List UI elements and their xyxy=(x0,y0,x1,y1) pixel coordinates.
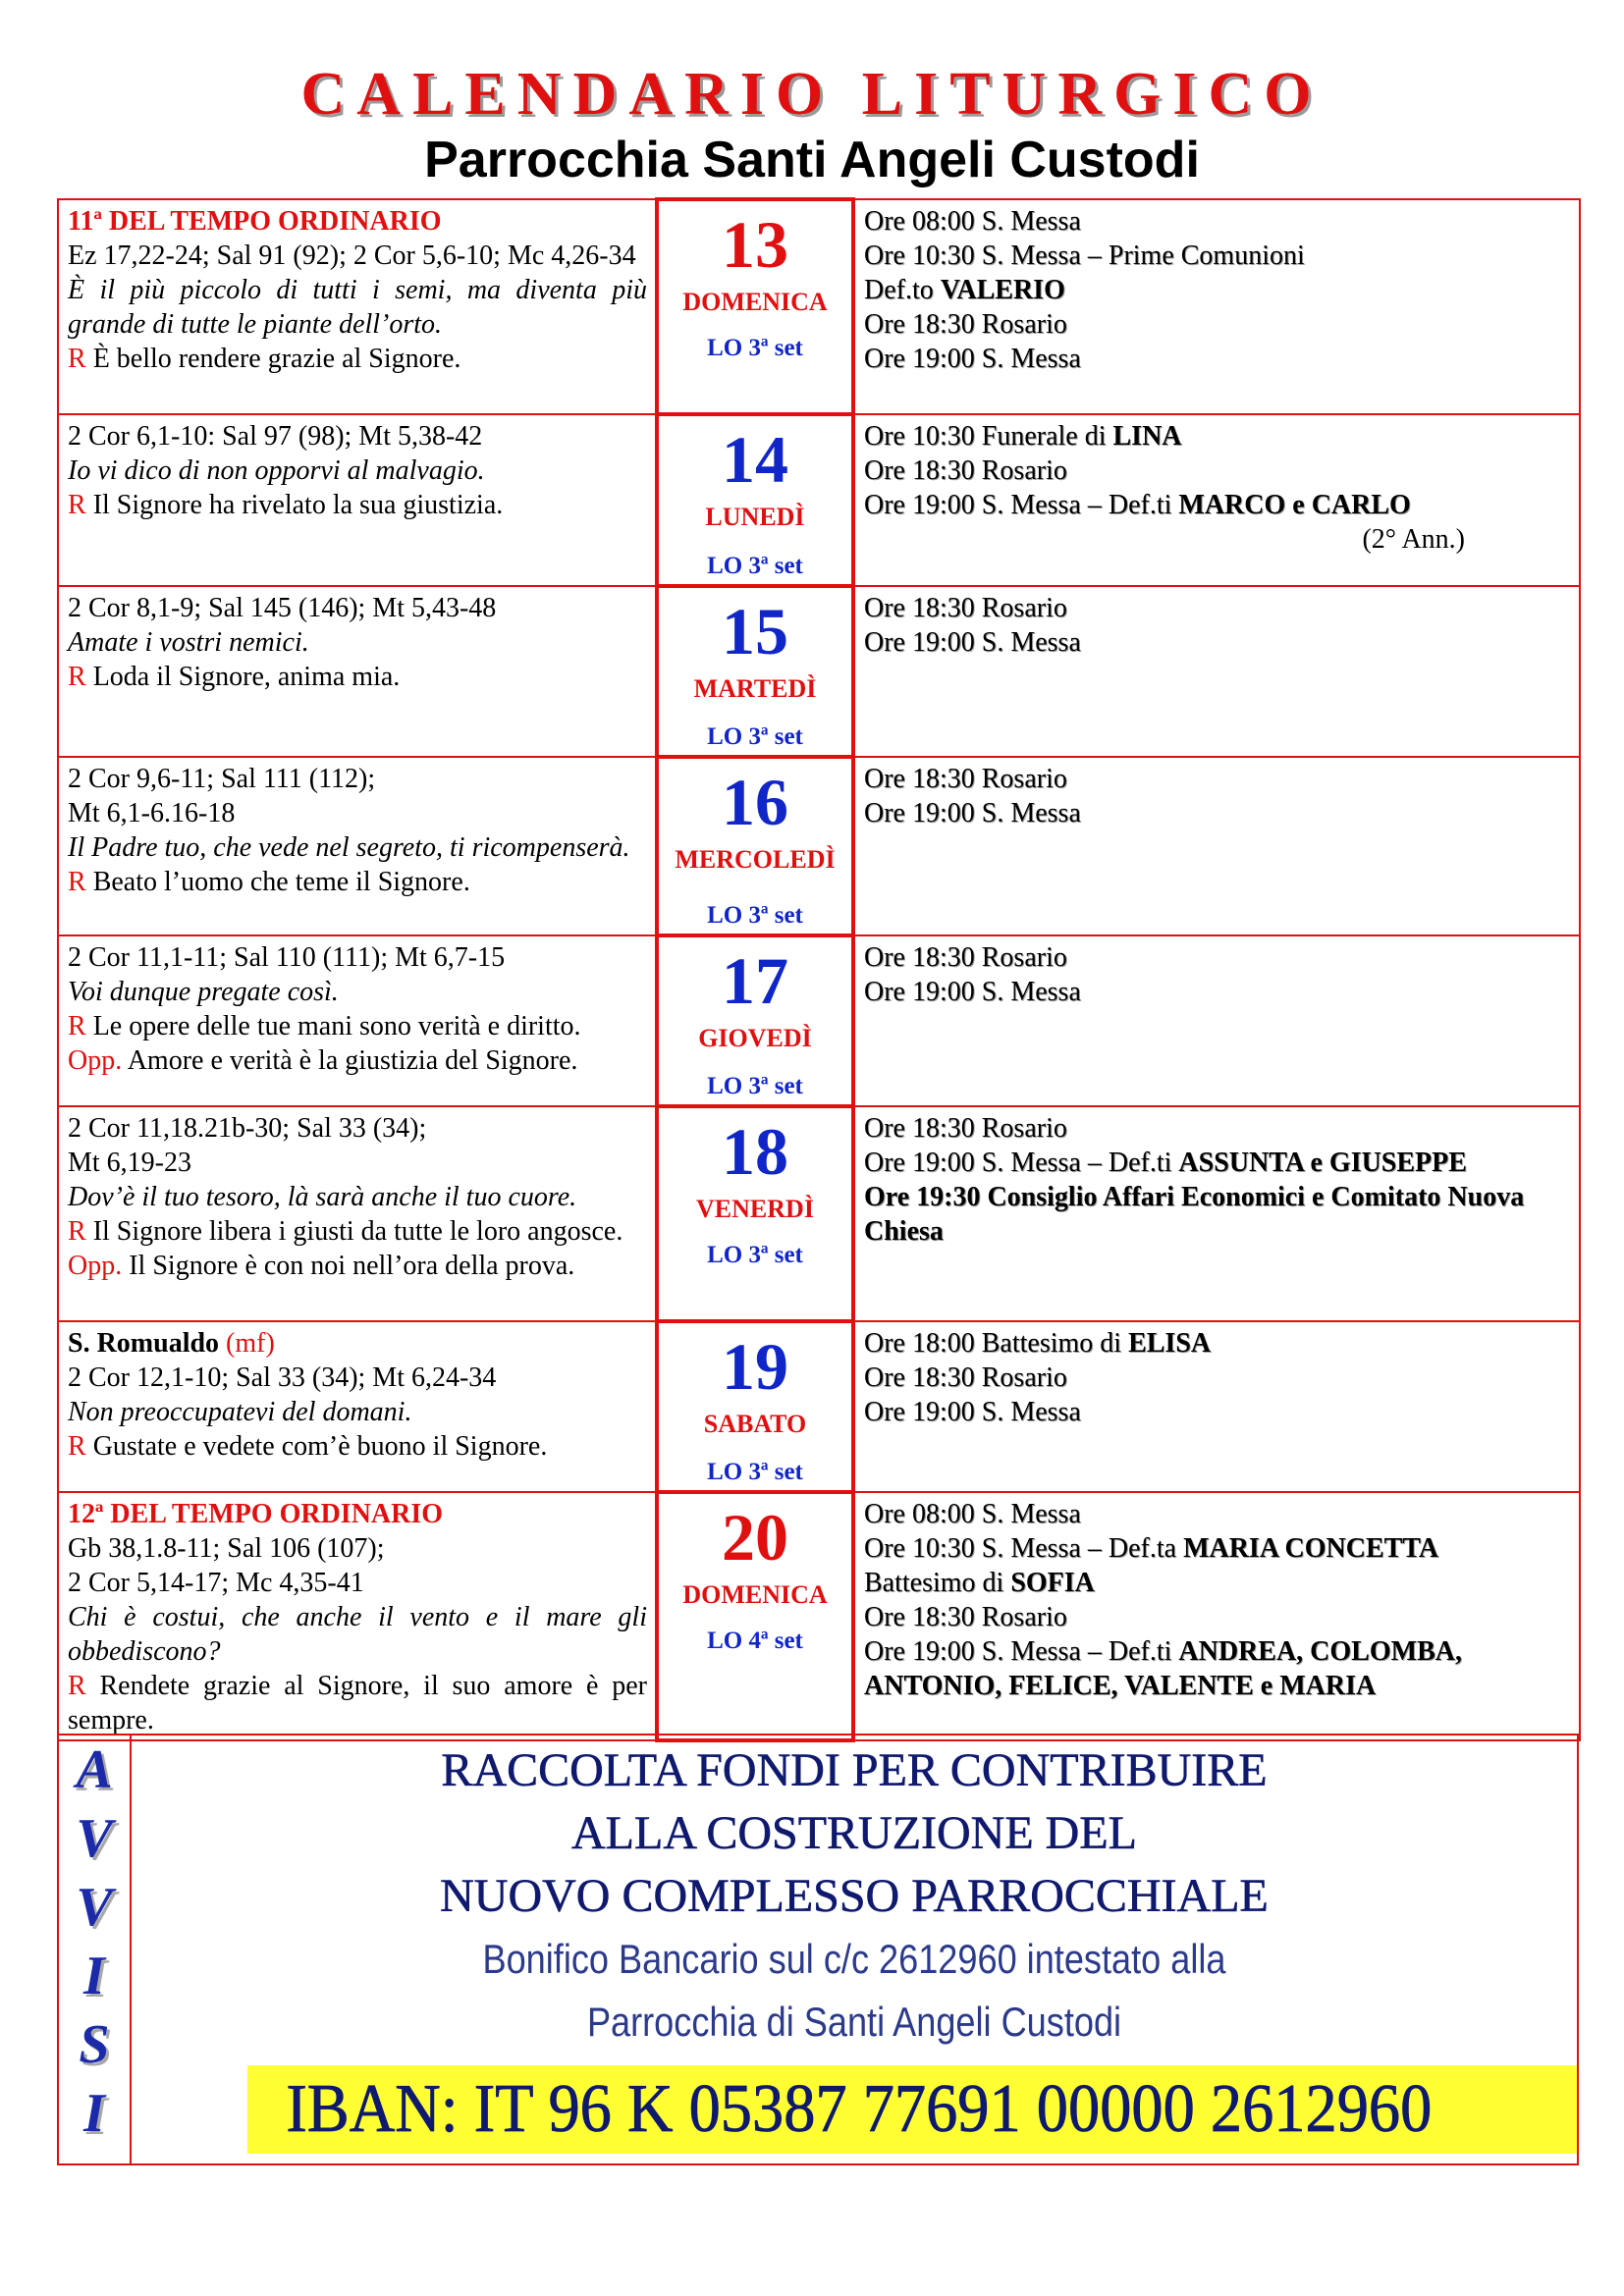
day-row-13 xyxy=(58,199,1580,414)
psalm-response xyxy=(68,1009,647,1043)
event-person: ANDREA, COLOMBA, ANTONIO, FELICE, VALENTE e MARIA xyxy=(864,1636,1462,1701)
avvisi-letter: A xyxy=(76,1739,113,1800)
day-number: 15 xyxy=(722,594,788,668)
readings: Ez 17,22-24; Sal 91 (92); 2 Cor 5,6-10; Mc 4,26-34 xyxy=(68,240,636,271)
events-cell xyxy=(853,1321,1580,1492)
day-name: MARTEDÌ xyxy=(693,674,817,703)
response-label: R xyxy=(68,490,86,520)
day-name: GIOVEDÌ xyxy=(698,1024,812,1052)
event-line: Ore 18:30 Rosario xyxy=(864,309,1067,340)
date-cell xyxy=(657,1492,853,1740)
gospel-quote: Dov’è il tuo tesoro, là sarà anche il tuo cuore. xyxy=(68,1182,577,1212)
alternate-text: Amore e verità è la giustizia del Signore. xyxy=(127,1045,578,1076)
readings: 2 Cor 5,14-17; Mc 4,35-41 xyxy=(68,1568,364,1598)
readings-cell xyxy=(58,1492,657,1740)
day-number: 14 xyxy=(722,422,788,497)
date-cell xyxy=(657,586,853,757)
gospel-quote: Io vi dico di non opporvi al malvagio. xyxy=(68,455,485,486)
event-person: MARIA CONCETTA xyxy=(1183,1533,1439,1564)
avvisi-letter: V xyxy=(76,1877,113,1938)
event-person: MARCO e CARLO xyxy=(1178,490,1411,520)
response-text: È bello rendere grazie al Signore. xyxy=(92,344,461,374)
response-label: R xyxy=(68,344,86,374)
fundraising-line: ALLA COSTRUZIONE DEL xyxy=(571,1807,1137,1859)
date-cell xyxy=(657,1106,853,1321)
avvisi-letter: I xyxy=(83,1946,105,2006)
day-name: LUNEDÌ xyxy=(705,503,805,531)
event-prefix: Ore 19:00 S. Messa – Def.ti xyxy=(864,1636,1179,1667)
response-text: Loda il Signore, anima mia. xyxy=(92,662,401,692)
event-person: LINA xyxy=(1112,421,1182,452)
readings-cell xyxy=(58,586,657,757)
day-name: SABATO xyxy=(703,1410,807,1438)
readings-cell xyxy=(58,1321,657,1492)
saint-rank: (mf) xyxy=(226,1328,275,1359)
events-cell xyxy=(853,1106,1580,1321)
fundraising-notice xyxy=(132,1735,1577,2163)
day-name: MERCOLEDÌ xyxy=(675,845,836,874)
event-line xyxy=(864,1146,1571,1180)
day-number: 17 xyxy=(722,943,788,1018)
avvisi-letter: I xyxy=(83,2083,105,2144)
event-line: Ore 08:00 S. Messa xyxy=(864,206,1081,237)
event-line: Ore 18:30 Rosario xyxy=(864,1602,1067,1632)
response-label: R xyxy=(68,867,86,897)
events-cell xyxy=(853,586,1580,757)
readings: 2 Cor 9,6-11; Sal 111 (112); xyxy=(68,764,376,794)
alternate-text: Il Signore è con noi nell’ora della prova. xyxy=(129,1251,575,1281)
readings: 2 Cor 11,1-11; Sal 110 (111); Mt 6,7-15 xyxy=(68,942,506,973)
iban-highlight xyxy=(247,2065,1577,2154)
date-cell xyxy=(657,1321,853,1492)
date-cell xyxy=(657,757,853,935)
event-person: ELISA xyxy=(1128,1328,1212,1359)
gospel-quote: Il Padre tuo, che vede nel segreto, ti ricompenserà. xyxy=(68,832,630,863)
liturgy-of-hours: LO 3ª set xyxy=(707,723,803,750)
event-line xyxy=(864,1634,1571,1703)
feast-title: 11ª DEL TEMPO ORDINARIO xyxy=(68,206,442,237)
event-line: Ore 18:30 Rosario xyxy=(864,764,1067,794)
liturgy-of-hours: LO 3ª set xyxy=(707,1242,803,1268)
gospel-quote: Chi è costui, che anche il vento e il mare gli obbediscono? xyxy=(68,1602,647,1667)
liturgy-of-hours: LO 4ª set xyxy=(707,1628,803,1654)
event-line: Ore 18:30 Rosario xyxy=(864,1113,1067,1144)
avvisi-vertical-label xyxy=(59,1735,132,2163)
response-text: Gustate e vedete com’è buono il Signore. xyxy=(92,1431,548,1462)
day-row-16 xyxy=(58,757,1580,935)
liturgical-calendar-table xyxy=(57,197,1581,1742)
events-cell xyxy=(853,1492,1580,1740)
gospel-quote: Non preoccupatevi del domani. xyxy=(68,1397,412,1427)
readings: 2 Cor 6,1-10: Sal 97 (98); Mt 5,38-42 xyxy=(68,421,483,452)
event-person: ASSUNTA e GIUSEPPE xyxy=(1178,1148,1467,1178)
saint-name: S. Romualdo xyxy=(68,1328,220,1359)
day-row-14 xyxy=(58,414,1580,586)
gospel-quote: È il più piccolo di tutti i semi, ma diventa più grande di tutte le piante dell’orto. xyxy=(68,275,647,340)
avvisi-letter: V xyxy=(76,1808,113,1869)
fundraising-line: NUOVO COMPLESSO PARROCCHIALE xyxy=(440,1870,1269,1922)
readings-cell xyxy=(58,1106,657,1321)
response-text: Rendete grazie al Signore, il suo amore è per sempre. xyxy=(68,1671,648,1735)
alternate-response xyxy=(68,1043,647,1078)
alternate-label: Opp. xyxy=(68,1251,123,1281)
event-line: Ore 18:30 Rosario xyxy=(864,593,1067,623)
day-row-17 xyxy=(58,935,1580,1106)
notices-box xyxy=(57,1734,1579,2165)
event-prefix: Def.to xyxy=(864,275,941,305)
event-line: Ore 19:00 S. Messa xyxy=(864,1397,1081,1427)
event-line xyxy=(864,1326,1571,1361)
response-text: Il Signore libera i giusti da tutte le loro angosce. xyxy=(92,1216,623,1247)
day-number: 20 xyxy=(722,1500,788,1575)
events-cell xyxy=(853,757,1580,935)
event-line xyxy=(864,419,1571,454)
events-cell xyxy=(853,935,1580,1106)
day-number: 18 xyxy=(722,1114,788,1189)
event-line: Ore 18:30 Rosario xyxy=(864,455,1067,486)
readings-cell xyxy=(58,757,657,935)
event-line: Ore 19:00 S. Messa xyxy=(864,627,1081,658)
readings: 2 Cor 8,1-9; Sal 145 (146); Mt 5,43-48 xyxy=(68,593,497,623)
event-line: Ore 19:00 S. Messa xyxy=(864,977,1081,1007)
event-line: Ore 18:30 Rosario xyxy=(864,942,1067,973)
event-line xyxy=(864,1531,1571,1566)
gospel-quote: Voi dunque pregate così. xyxy=(68,977,339,1007)
event-line xyxy=(864,1566,1571,1600)
events-cell xyxy=(853,199,1580,414)
event-prefix: Battesimo di xyxy=(864,1568,1011,1598)
day-row-15 xyxy=(58,586,1580,757)
anniversary-note: (2° Ann.) xyxy=(1362,524,1465,555)
bank-transfer-line: Bonifico Bancario sul c/c 2612960 intestato alla xyxy=(482,1936,1226,1982)
meeting-notice: Ore 19:30 Consiglio Affari Economici e Comitato Nuova Chiesa xyxy=(864,1182,1525,1247)
liturgy-of-hours: LO 3ª set xyxy=(707,902,803,929)
avvisi-letter: S xyxy=(79,2014,110,2075)
psalm-response xyxy=(68,488,647,522)
readings-cell xyxy=(58,935,657,1106)
response-text: Le opere delle tue mani sono verità e diritto. xyxy=(92,1011,581,1041)
readings-cell xyxy=(58,414,657,586)
saint-line xyxy=(68,1326,647,1361)
date-cell xyxy=(657,414,853,586)
liturgy-of-hours: LO 3ª set xyxy=(707,1073,803,1099)
day-name: DOMENICA xyxy=(682,1580,828,1609)
event-line: Ore 18:30 Rosario xyxy=(864,1362,1067,1393)
events-cell xyxy=(853,414,1580,586)
event-prefix: Ore 19:00 S. Messa – Def.ti xyxy=(864,1148,1179,1178)
event-line xyxy=(864,273,1571,307)
readings: 2 Cor 12,1-10; Sal 33 (34); Mt 6,24-34 xyxy=(68,1362,497,1393)
psalm-response xyxy=(68,1214,647,1283)
day-number: 13 xyxy=(722,207,788,282)
day-row-18 xyxy=(58,1106,1580,1321)
event-line xyxy=(864,488,1571,522)
day-row-20 xyxy=(58,1492,1580,1740)
readings: Gb 38,1.8-11; Sal 106 (107); xyxy=(68,1533,385,1564)
psalm-response xyxy=(68,865,647,899)
event-prefix: Ore 10:30 S. Messa – Def.ta xyxy=(864,1533,1184,1564)
response-text: Beato l’uomo che teme il Signore. xyxy=(92,867,470,897)
liturgy-of-hours: LO 3ª set xyxy=(707,1459,803,1485)
response-label: R xyxy=(68,1671,86,1701)
bank-transfer-line: Parrocchia di Santi Angeli Custodi xyxy=(586,1999,1122,2045)
readings: Mt 6,1-6.16-18 xyxy=(68,798,236,828)
psalm-response xyxy=(68,1429,647,1464)
response-label: R xyxy=(68,1431,86,1462)
response-label: R xyxy=(68,1011,86,1041)
iban-code: IBAN: IT 96 K 05387 77691 00000 2612960 xyxy=(286,2071,1433,2147)
readings: Mt 6,19-23 xyxy=(68,1148,191,1178)
event-prefix: Ore 10:30 Funerale di xyxy=(864,421,1113,452)
event-line: Ore 10:30 S. Messa – Prime Comunioni xyxy=(864,240,1305,271)
gospel-quote: Amate i vostri nemici. xyxy=(68,627,309,658)
event-prefix: Ore 19:00 S. Messa – Def.ti xyxy=(864,490,1179,520)
event-line: Ore 19:00 S. Messa xyxy=(864,798,1081,828)
parish-subtitle: Parrocchia Santi Angeli Custodi xyxy=(424,132,1200,188)
event-person: SOFIA xyxy=(1010,1568,1095,1598)
psalm-response xyxy=(68,342,647,376)
event-person: VALERIO xyxy=(940,275,1065,305)
response-label: R xyxy=(68,1216,86,1247)
response-text: Il Signore ha rivelato la sua giustizia. xyxy=(92,490,504,520)
psalm-response xyxy=(68,1669,647,1737)
readings-cell xyxy=(58,199,657,414)
date-cell xyxy=(657,935,853,1106)
calendar-title: CALENDARIO LITURGICO xyxy=(300,61,1324,128)
liturgy-of-hours: LO 3ª set xyxy=(707,553,803,579)
date-cell xyxy=(657,199,853,414)
event-line: Ore 08:00 S. Messa xyxy=(864,1499,1081,1529)
day-name: DOMENICA xyxy=(682,288,828,316)
feast-title: 12ª DEL TEMPO ORDINARIO xyxy=(68,1499,444,1529)
day-name: VENERDÌ xyxy=(696,1195,814,1223)
fundraising-line: RACCOLTA FONDI PER CONTRIBUIRE xyxy=(441,1744,1268,1796)
day-number: 19 xyxy=(722,1329,788,1404)
event-line: Ore 19:00 S. Messa xyxy=(864,344,1081,374)
psalm-response xyxy=(68,660,647,694)
day-row-19 xyxy=(58,1321,1580,1492)
response-label: R xyxy=(68,662,86,692)
readings: 2 Cor 11,18.21b-30; Sal 33 (34); xyxy=(68,1113,427,1144)
liturgy-of-hours: LO 3ª set xyxy=(707,335,803,361)
alternate-label: Opp. xyxy=(68,1045,123,1076)
day-number: 16 xyxy=(722,765,788,839)
event-prefix: Ore 18:00 Battesimo di xyxy=(864,1328,1129,1359)
